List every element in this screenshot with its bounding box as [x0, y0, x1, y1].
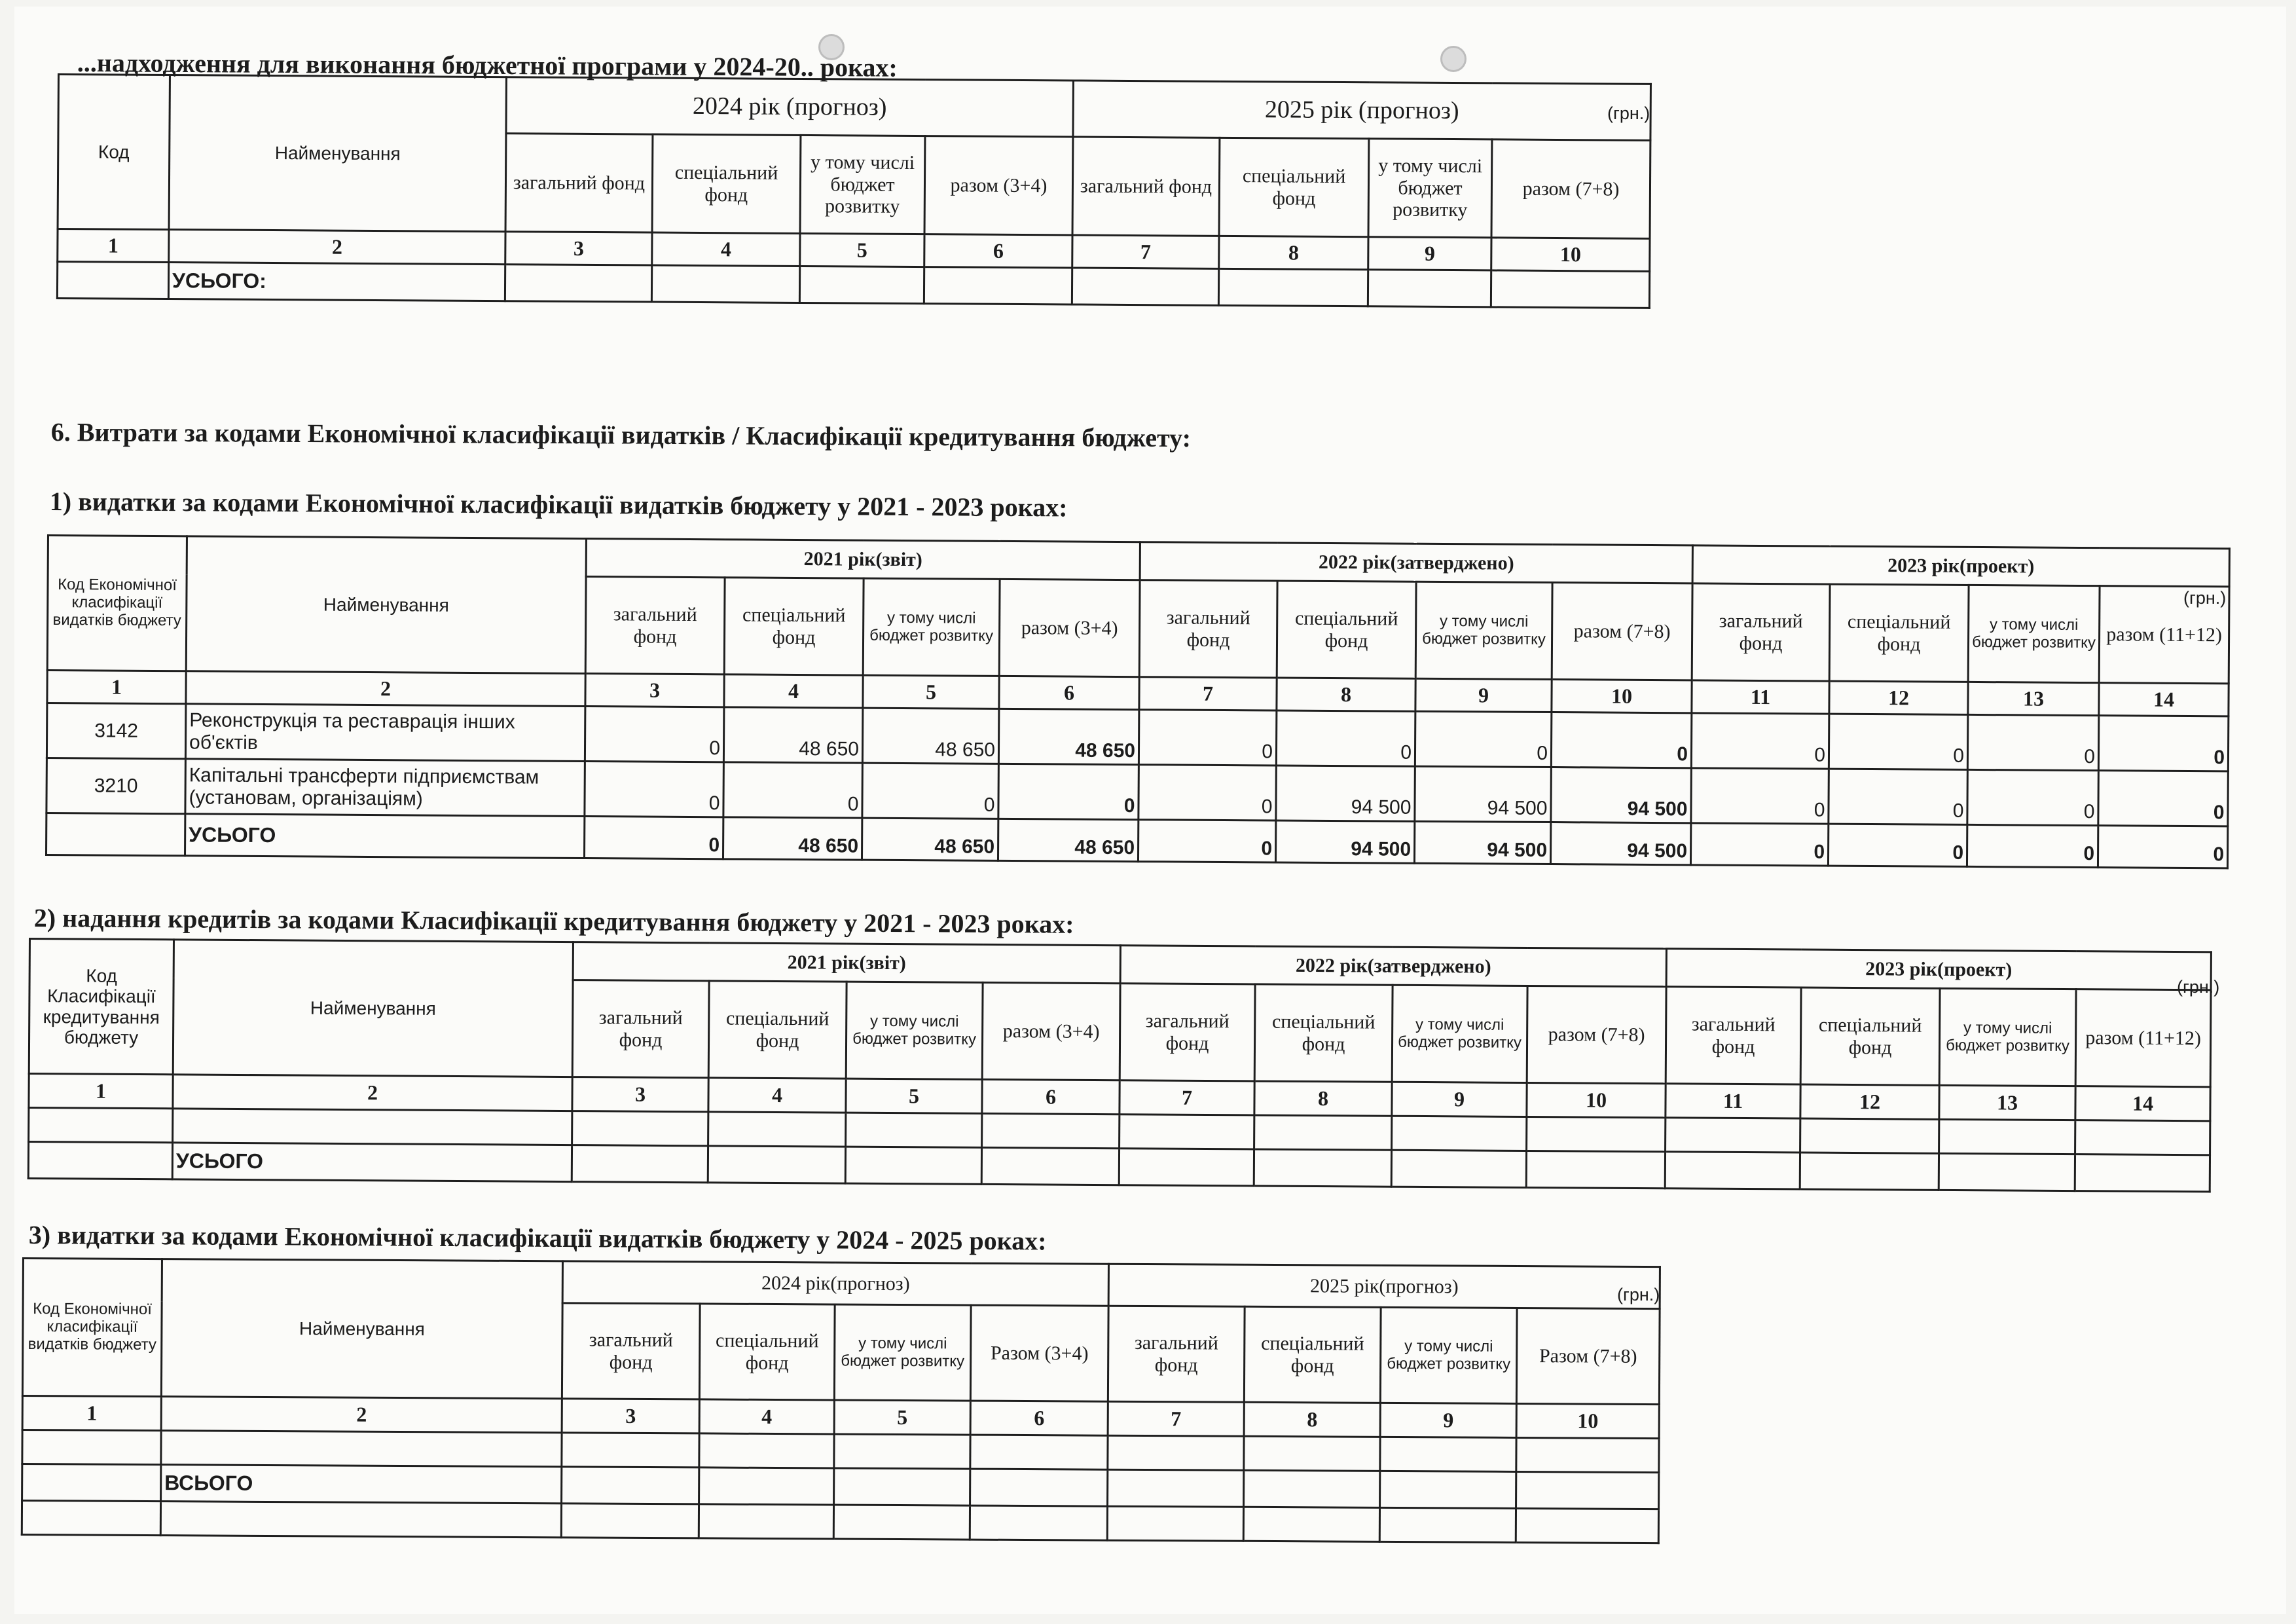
value-cell: 0 [998, 764, 1139, 819]
total-label: УСЬОГО [172, 1143, 572, 1182]
column-number: 4 [699, 1399, 834, 1434]
col-header-general-fund: загальний фонд [572, 980, 709, 1078]
total-value-cell: 94 500 [1414, 821, 1550, 864]
value-cell: 0 [1829, 714, 1968, 769]
col-header-special-fund: спеціальний фонд [652, 134, 801, 233]
total-value-cell: 0 [1828, 824, 1967, 866]
column-number: 2 [173, 1075, 572, 1111]
column-number: 3 [505, 232, 652, 265]
col-header-development-budget: у тому числі бюджет розвитку [1368, 139, 1492, 238]
col-header-development-budget: у тому числі бюджет розвитку [1968, 585, 2100, 682]
column-number: 10 [1491, 238, 1650, 271]
value-cell: 0 [1276, 710, 1415, 766]
econ-code: 3210 [46, 758, 186, 814]
total-value-cell: 0 [1690, 823, 1828, 866]
column-number: 4 [724, 674, 863, 708]
column-number: 8 [1277, 678, 1415, 711]
column-number: 1 [58, 229, 169, 263]
col-header-general-fund: загальний фонд [1692, 583, 1830, 681]
total-value-cell: 94 500 [1550, 822, 1690, 865]
col-header-total: разом (3+4) [999, 579, 1140, 676]
column-number: 1 [47, 671, 186, 704]
value-cell: 0 [862, 763, 999, 819]
total-value-cell: 0 [584, 817, 723, 859]
year-header-2025: 2025 рік (прогноз) [1073, 81, 1651, 140]
column-number: 5 [800, 233, 924, 267]
column-number: 9 [1415, 678, 1552, 712]
col-header-development-budget: у тому числі бюджет розвитку [834, 1304, 971, 1401]
column-number: 4 [652, 232, 800, 266]
col-header-total: Разом (7+8) [1516, 1308, 1660, 1404]
col-header-total: Разом (3+4) [970, 1305, 1108, 1401]
column-number: 7 [1139, 677, 1277, 710]
col-header-general-fund: загальний фонд [1666, 987, 1801, 1084]
column-number: 6 [970, 1401, 1108, 1435]
col-header-econ-code: Код Економічної класифікації видатків бюджету [22, 1259, 162, 1397]
value-cell: 0 [1415, 711, 1552, 767]
col-header-special-fund: спеціальний фонд [1219, 138, 1369, 236]
subsection-2-heading: 2) надання кредитів за кодами Класифікації кредитування бюджету у 2021 - 2023 роках: [33, 903, 1074, 939]
subsection-3-heading: 3) видатки за кодами Економічної класифікації видатків бюджету у 2024 - 2025 роках: [28, 1220, 1047, 1256]
col-header-econ-code: Код Економічної класифікації видатків бюджету [47, 536, 187, 671]
total-value-cell: 0 [2098, 826, 2227, 868]
column-number: 5 [863, 675, 999, 709]
column-number: 6 [999, 676, 1139, 709]
column-number: 2 [169, 230, 505, 265]
col-header-total: разом (7+8) [1527, 986, 1666, 1083]
punch-hole-mark [1440, 46, 1467, 72]
total-label: ВСЬОГО [161, 1465, 562, 1504]
year-header-2022: 2022 рік(затверджено) [1120, 946, 1666, 987]
value-cell: 48 650 [723, 707, 863, 763]
column-number: 10 [1516, 1403, 1659, 1438]
total-value-cell: 48 650 [862, 818, 998, 860]
total-value-cell: 48 650 [723, 817, 862, 860]
col-header-special-fund: спеціальний фонд [1244, 1306, 1381, 1403]
value-cell: 0 [585, 762, 724, 817]
col-header-general-fund: загальний фонд [1072, 137, 1220, 236]
col-header-total: разом (3+4) [924, 136, 1073, 235]
col-header-special-fund: спеціальний фонд [724, 578, 864, 675]
col-header-special-fund: спеціальний фонд [1800, 987, 1940, 1085]
column-number: 1 [22, 1396, 161, 1431]
column-number: 9 [1380, 1403, 1516, 1437]
value-cell: 0 [2098, 716, 2229, 771]
col-header-special-fund: спеціальний фонд [1829, 584, 1969, 682]
col-header-special-fund: спеціальний фонд [708, 981, 847, 1079]
total-label: УСЬОГО: [168, 263, 505, 301]
row-name: Реконструкція та реставрація інших об'єктів [185, 704, 585, 762]
column-number: 11 [1692, 680, 1829, 714]
value-cell: 0 [723, 762, 863, 818]
col-header-total: разом (7+8) [1491, 139, 1650, 238]
value-cell: 0 [1691, 713, 1829, 769]
section-6-heading: 6. Витрати за кодами Економічної класифікації видатків / Класифікації кредитування бюджету: [50, 417, 1192, 453]
col-header-general-fund: загальний фонд [1120, 984, 1255, 1081]
col-header-name: Найменування [169, 75, 506, 232]
section-5-heading: ...надходження для виконання бюджетної програми у 2024-20.. роках: [77, 47, 898, 83]
column-number: 8 [1254, 1081, 1392, 1116]
year-header-2022: 2022 рік(затверджено) [1140, 542, 1692, 583]
column-number: 13 [1939, 1085, 2075, 1120]
col-header-credit-code: Код Класифікації кредитування бюджету [29, 939, 173, 1075]
column-number: 7 [1072, 235, 1219, 268]
total-value-cell: 0 [1138, 820, 1275, 862]
expenditure-table-2021-2023 [45, 534, 2231, 869]
income-table-2024-2025 [56, 73, 1652, 309]
column-number: 9 [1368, 237, 1491, 270]
column-number: 4 [708, 1078, 846, 1113]
col-header-development-budget: у тому числі бюджет розвитку [846, 982, 983, 1079]
col-header-special-fund: спеціальний фонд [699, 1304, 835, 1400]
col-header-special-fund: спеціальний фонд [1254, 984, 1393, 1082]
column-number: 13 [1968, 682, 2099, 715]
value-cell: 48 650 [862, 708, 999, 764]
total-label: УСЬОГО [185, 814, 585, 858]
column-number: 8 [1244, 1402, 1380, 1437]
col-header-code: Код [58, 75, 170, 230]
credit-table-2021-2023 [27, 938, 2212, 1192]
value-cell: 0 [1829, 769, 1968, 824]
col-header-general-fund: загальний фонд [1139, 580, 1277, 678]
column-number: 9 [1392, 1082, 1527, 1116]
year-header-2025: 2025 рік(прогноз) [1108, 1264, 1660, 1308]
value-cell: 0 [2098, 771, 2229, 826]
col-header-general-fund: загальний фонд [505, 134, 653, 232]
column-number: 6 [982, 1079, 1120, 1114]
total-value-cell: 94 500 [1275, 821, 1414, 863]
col-header-total: разом (11+12) [2099, 586, 2229, 684]
col-header-development-budget: у тому числі бюджет розвитку [800, 135, 925, 234]
col-header-general-fund: загальний фонд [1108, 1306, 1245, 1402]
column-number: 3 [585, 674, 724, 707]
col-header-total: разом (7+8) [1552, 583, 1692, 680]
year-header-2021: 2021 рік(звіт) [586, 539, 1140, 580]
value-cell: 48 650 [998, 709, 1139, 764]
col-header-special-fund: спеціальний фонд [1277, 581, 1416, 678]
column-number: 11 [1666, 1084, 1800, 1118]
col-header-total: разом (3+4) [982, 982, 1120, 1080]
column-number: 2 [161, 1397, 562, 1433]
column-number: 14 [2075, 1086, 2210, 1121]
expenditure-table-2024-2025 [21, 1257, 1661, 1544]
col-header-total: разом (11+12) [2075, 989, 2211, 1087]
column-number: 10 [1552, 680, 1692, 713]
column-number: 12 [1800, 1084, 1939, 1119]
value-cell: 0 [1139, 765, 1277, 821]
value-cell: 94 500 [1415, 766, 1552, 822]
column-number: 8 [1219, 236, 1368, 269]
year-header-2024: 2024 рік (прогноз) [506, 77, 1074, 137]
col-header-general-fund: загальний фонд [585, 577, 725, 674]
column-number: 7 [1120, 1080, 1254, 1115]
value-cell: 0 [1139, 710, 1277, 766]
col-header-development-budget: у тому числі бюджет розвитку [863, 578, 1000, 676]
year-header-2023: 2023 рік(проект) [1666, 949, 2211, 990]
column-number: 5 [834, 1400, 970, 1435]
year-header-2024: 2024 рік(прогноз) [562, 1261, 1108, 1306]
row-name: Капітальні трансферти підприємствам (установам, організаціям) [185, 759, 585, 817]
value-cell: 94 500 [1551, 767, 1692, 823]
column-number: 10 [1527, 1082, 1666, 1117]
col-header-development-budget: у тому числі бюджет розвитку [1415, 581, 1552, 679]
total-value-cell: 48 650 [998, 819, 1138, 861]
column-number: 3 [572, 1077, 708, 1112]
column-number: 5 [846, 1079, 982, 1113]
col-header-development-budget: у тому числі бюджет розвитку [1939, 988, 2076, 1086]
column-number: 1 [29, 1074, 173, 1109]
value-cell: 0 [585, 707, 724, 762]
unit-label: (грн.) [1607, 103, 1650, 123]
unit-label: (грн.) [1617, 1285, 1660, 1304]
col-header-name: Найменування [186, 536, 586, 674]
column-number: 3 [562, 1399, 699, 1433]
column-number: 14 [2099, 683, 2229, 716]
econ-code: 3142 [46, 703, 186, 759]
value-cell: 0 [1967, 714, 2099, 770]
column-number: 2 [186, 671, 585, 707]
col-header-general-fund: загальний фонд [562, 1303, 700, 1399]
column-number: 7 [1108, 1401, 1244, 1436]
value-cell: 0 [1551, 712, 1692, 768]
column-number: 6 [924, 234, 1072, 268]
col-header-development-budget: у тому числі бюджет розвитку [1392, 985, 1527, 1082]
subsection-1-heading: 1) видатки за кодами Економічної класифікації видатків бюджету у 2021 - 2023 роках: [49, 487, 1068, 523]
unit-label: (грн.) [2177, 977, 2220, 997]
year-header-2023: 2023 рік(проект) [1692, 545, 2229, 587]
col-header-name: Найменування [161, 1259, 562, 1399]
total-value-cell: 0 [1967, 824, 2098, 867]
value-cell: 0 [1691, 768, 1829, 824]
value-cell: 0 [1967, 769, 2099, 825]
col-header-development-budget: у тому числі бюджет розвитку [1380, 1307, 1517, 1403]
value-cell: 94 500 [1276, 766, 1415, 821]
col-header-name: Найменування [173, 940, 573, 1077]
year-header-2021: 2021 рік(звіт) [573, 942, 1120, 984]
unit-label: (грн.) [2183, 588, 2227, 608]
column-number: 12 [1829, 681, 1968, 714]
